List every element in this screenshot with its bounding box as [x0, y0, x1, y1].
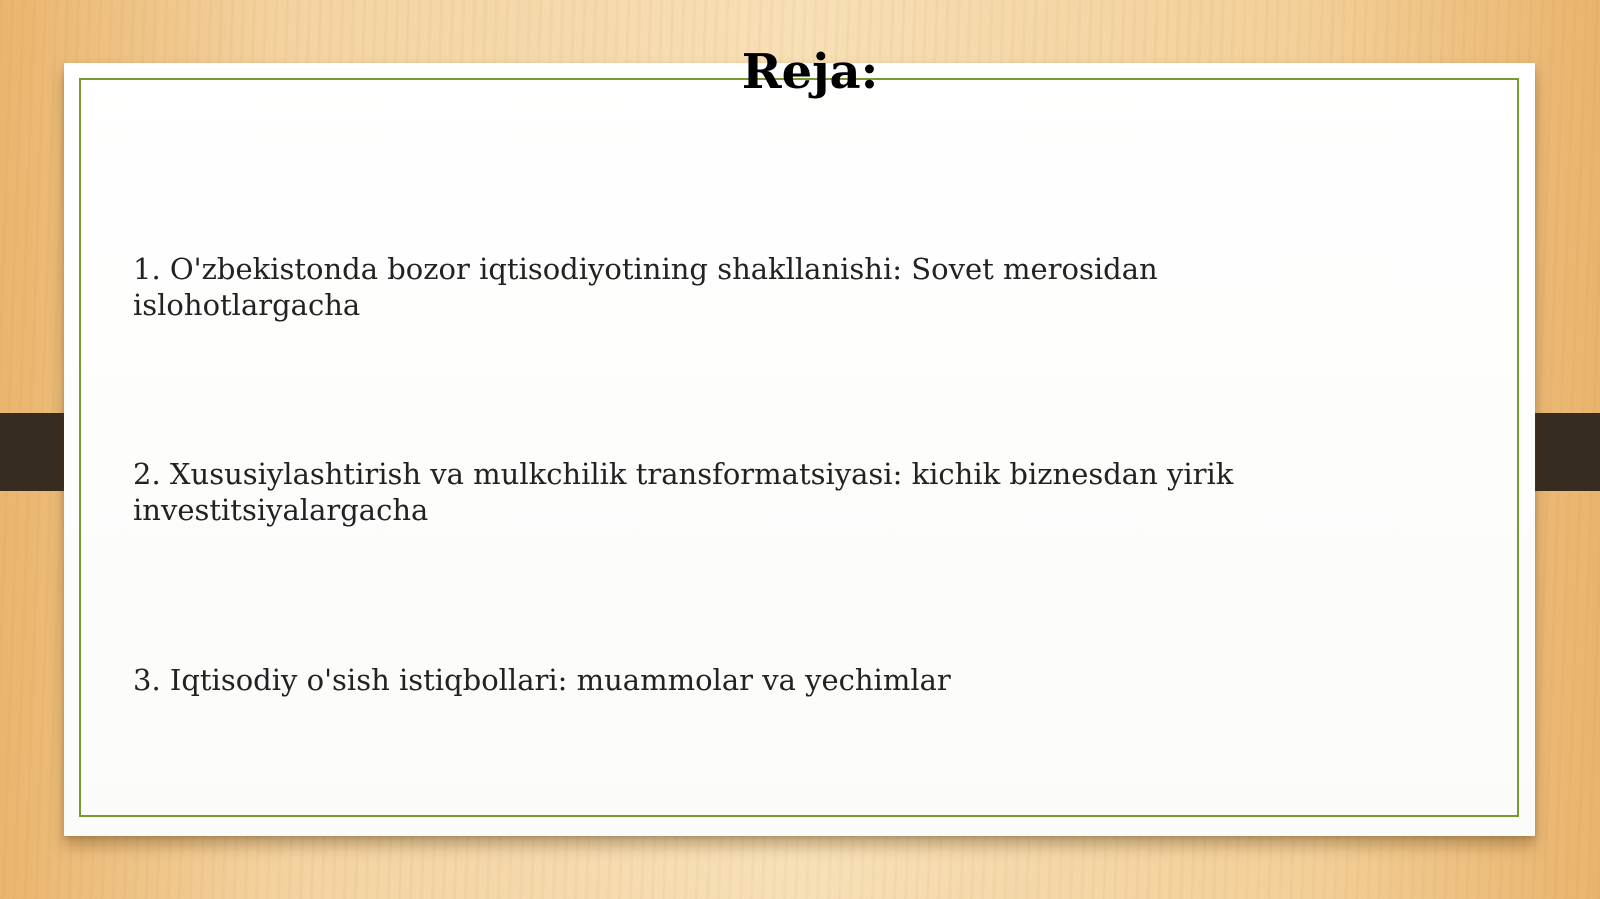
slide-title: Reja:: [741, 44, 879, 100]
slide-frame: [79, 78, 1519, 817]
plan-item-1: 1. O'zbekistonda bozor iqtisodiyotining shakllanishi: Sovet merosidan islohotlargacha: [133, 252, 1158, 322]
plan-item-2: 2. Xususiylashtirish va mulkchilik transformatsiyasi: kichik biznesdan yirik investitsiyalargacha: [133, 457, 1234, 527]
plan-item-3: 3. Iqtisodiy o'sish istiqbollari: muammolar va yechimlar: [133, 663, 951, 697]
